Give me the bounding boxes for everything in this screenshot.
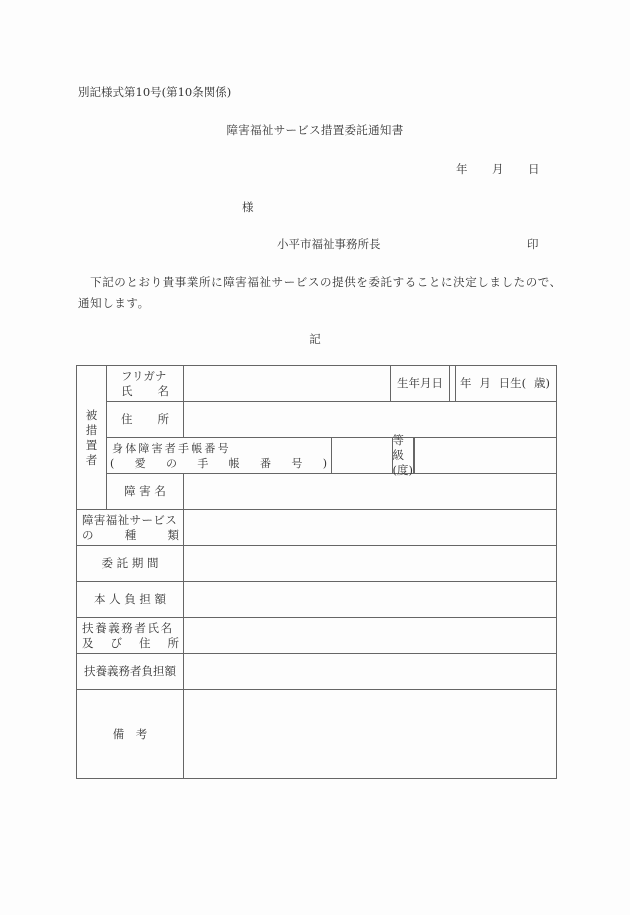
- service-type-label: [77, 510, 184, 546]
- self-burden-field[interactable]: [184, 582, 557, 618]
- grade-field[interactable]: [414, 438, 557, 474]
- subject-group-label: [77, 366, 107, 510]
- group-char: 措: [85, 422, 98, 437]
- char: の: [82, 527, 94, 542]
- supporter-burden-field[interactable]: [184, 654, 557, 690]
- birth-year: 年: [460, 376, 472, 390]
- remarks-label: [77, 690, 184, 779]
- char: 住: [139, 635, 151, 650]
- char: 番: [260, 456, 272, 470]
- supporter-burden-label: 扶養義務者負担額: [77, 654, 184, 690]
- char: 氏: [121, 383, 133, 398]
- birth-cell: [391, 366, 456, 402]
- supporter-line1: 扶養義務者氏名: [82, 620, 174, 635]
- char: 手: [197, 456, 209, 470]
- char: 種: [124, 527, 137, 542]
- furigana-label: フリガナ: [121, 368, 167, 383]
- handbook-field[interactable]: [332, 433, 414, 477]
- char: の: [165, 456, 177, 470]
- char: ): [322, 456, 327, 470]
- issuer: 小平市福祉事務所長: [277, 237, 381, 251]
- char: 帳: [228, 456, 240, 470]
- grade-line1: 等級: [392, 433, 405, 462]
- birth-day: 日生(: [498, 376, 527, 390]
- period-label: 委 託 期 間: [77, 546, 184, 582]
- document-title: 障害福祉サービス措置委託通知書: [226, 123, 404, 137]
- handbook-number-input[interactable]: [332, 438, 393, 473]
- char: 所: [167, 635, 179, 650]
- supporter-field[interactable]: [184, 618, 557, 654]
- char: 名: [157, 383, 169, 398]
- char: 所: [157, 412, 169, 426]
- self-burden-label: 本 人 負 担 額: [77, 582, 184, 618]
- supporter-label: [77, 618, 184, 654]
- char: 号: [291, 456, 303, 470]
- char: 備: [112, 726, 125, 741]
- body-text-line1: [78, 274, 562, 290]
- date-month: 月: [492, 162, 504, 176]
- body-text-line2: 通知します。: [78, 296, 150, 310]
- remarks-field[interactable]: [184, 690, 557, 779]
- char: 及: [82, 635, 94, 650]
- birth-month: 月: [479, 376, 491, 390]
- period-field[interactable]: [184, 546, 557, 582]
- group-char: 被: [85, 407, 98, 422]
- name-field[interactable]: [184, 366, 391, 402]
- address-field[interactable]: [184, 402, 557, 438]
- char: 考: [135, 726, 148, 741]
- date-day: 日: [528, 162, 540, 176]
- name-label-line: [107, 384, 183, 399]
- char: び: [110, 635, 122, 650]
- disability-name-label: 障 害 名: [107, 474, 184, 510]
- birth-label: 生年月日: [391, 366, 450, 401]
- handbook-line1: 身体障害者手帳番号: [112, 441, 231, 455]
- group-char: 置: [85, 437, 98, 452]
- handbook-label: [107, 438, 332, 474]
- disability-name-field[interactable]: [184, 474, 557, 510]
- char: 類: [167, 527, 179, 542]
- service-type-line1: 障害福祉サービス: [82, 512, 178, 527]
- char: 愛: [134, 456, 146, 470]
- grade-label: [392, 433, 413, 477]
- birth-value[interactable]: [456, 366, 557, 402]
- notice-table: [76, 365, 557, 779]
- char: (: [110, 456, 115, 470]
- grade-line2: (度): [392, 463, 413, 477]
- seal-mark: 印: [527, 237, 539, 251]
- service-type-field[interactable]: [184, 510, 557, 546]
- char: 住: [121, 412, 133, 426]
- date-year: 年: [456, 162, 468, 176]
- birth-age: 歳): [533, 376, 550, 390]
- recipient-suffix: 様: [242, 200, 254, 214]
- name-label: [107, 366, 184, 402]
- body-line1: 下記のとおり貴事業所に障害福祉サービスの提供を委託することに決定しましたので、: [90, 275, 562, 289]
- address-label: [107, 402, 184, 438]
- group-char: 者: [85, 452, 98, 467]
- form-number: 別記様式第10号(第10条関係): [78, 85, 232, 99]
- ki-heading: 記: [309, 332, 321, 346]
